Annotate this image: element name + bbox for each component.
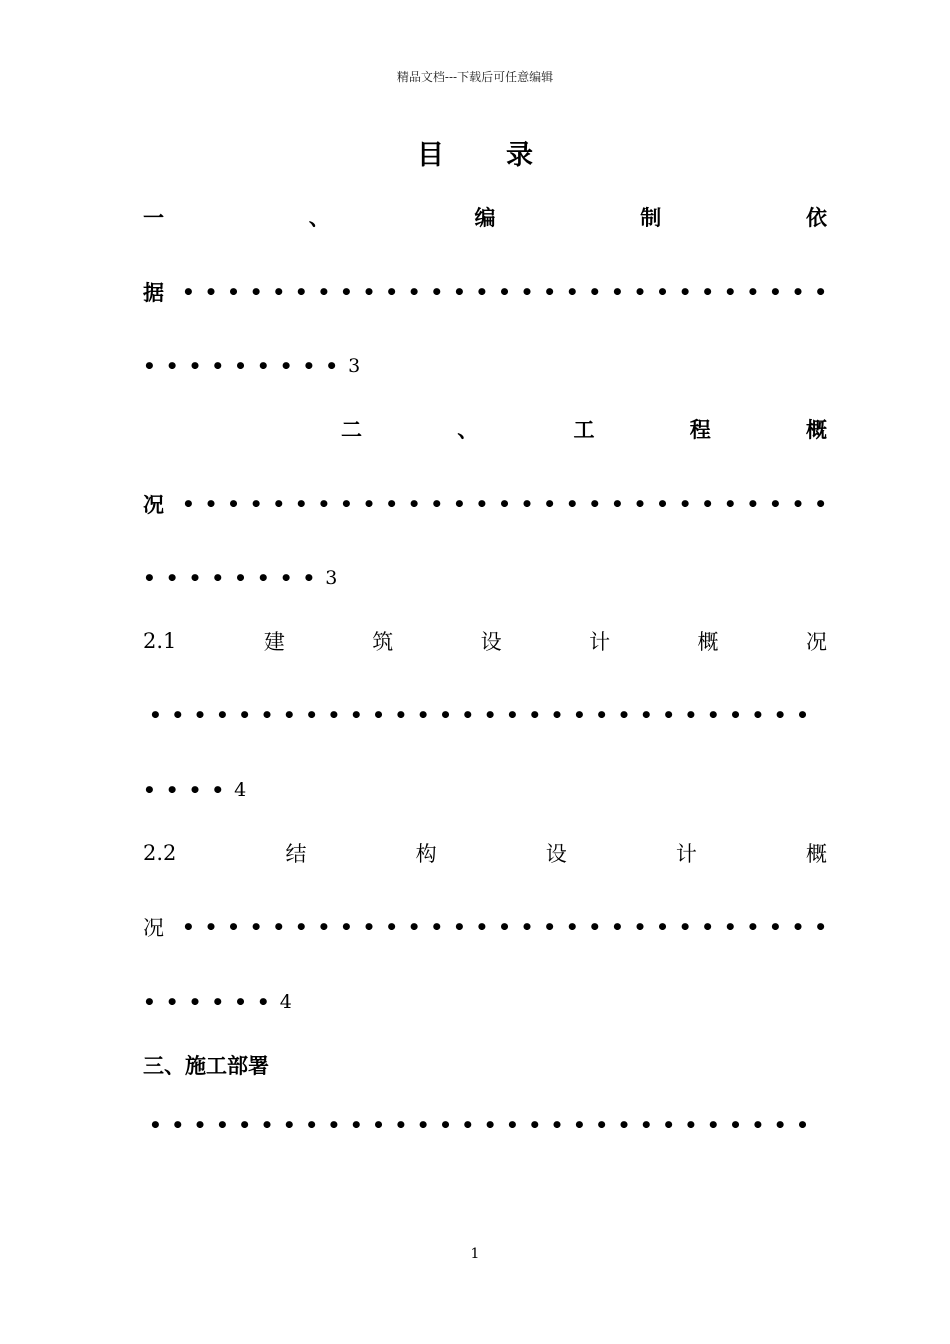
toc-item-2-2-line-3[interactable] <box>143 987 827 1017</box>
toc-item-1-line-1[interactable] <box>143 202 827 232</box>
dot-leader: • • • • • • • • • • • • • • • • • • • • • • • • • • • • • • <box>149 703 809 727</box>
toc-page-number: 4 <box>234 779 247 801</box>
toc-item-2-line-1[interactable] <box>341 414 827 444</box>
toc-item-label: 三、施工部署 <box>143 1053 269 1078</box>
toc-page-number: 4 <box>279 991 292 1013</box>
toc-char: 况 <box>805 630 827 654</box>
toc-item-2-2-line-1[interactable] <box>143 838 827 868</box>
toc-section-number: 2.2 <box>143 841 177 865</box>
toc-char: 编 <box>474 205 496 230</box>
toc-char: 计 <box>675 842 697 866</box>
toc-char: 况 <box>143 916 164 940</box>
toc-char: 据 <box>143 280 164 305</box>
toc-char: 设 <box>545 842 567 866</box>
toc-title-char-1: 目 <box>417 140 444 171</box>
toc-char: 二 <box>341 417 362 442</box>
toc-item-1-line-2[interactable] <box>143 277 827 307</box>
dot-leader: • • • • • • • • • • • • • • • • • • • • • • • • • • • • • <box>182 915 827 939</box>
toc-item-1-line-3[interactable] <box>143 351 827 381</box>
dot-leader: ••••••••• <box>143 354 349 378</box>
toc-char: 概 <box>805 842 827 866</box>
toc-char: 设 <box>480 630 502 654</box>
page-header: 精品文档---下载后可任意编辑 <box>396 70 554 84</box>
toc-char: 制 <box>640 205 662 230</box>
toc-char: 结 <box>285 842 307 866</box>
toc-page-number: 3 <box>348 355 361 377</box>
toc-page-number: 3 <box>325 567 338 589</box>
toc-section-number: 2.1 <box>143 629 177 653</box>
toc-title-char-2: 录 <box>506 140 533 171</box>
toc-char: 计 <box>589 630 611 654</box>
toc-char: 况 <box>143 492 164 517</box>
toc-item-2-1-line-1[interactable] <box>143 626 827 656</box>
toc-title <box>0 133 950 172</box>
toc-char: 概 <box>806 417 827 442</box>
toc-item-3-line-2[interactable] <box>143 1110 809 1140</box>
dot-leader: • • • • • • • • • • • • • • • • • • • • • • • • • • • • • • <box>149 1113 809 1137</box>
toc-char: 、 <box>457 417 479 442</box>
toc-char: 构 <box>415 842 437 866</box>
toc-item-3-line-1[interactable] <box>143 1050 827 1080</box>
toc-char: 工 <box>573 417 595 442</box>
toc-char: 建 <box>263 630 285 654</box>
toc-char: 一 <box>143 205 164 230</box>
toc-item-2-line-3[interactable] <box>143 563 827 593</box>
toc-char: 依 <box>806 205 827 230</box>
toc-item-2-1-line-2[interactable] <box>143 700 809 730</box>
dot-leader: •••••• <box>143 990 280 1014</box>
dot-leader: • • • • • • • • • • • • • • • • • • • • • • • • • • • • • <box>182 280 827 304</box>
toc-char: 概 <box>697 630 719 654</box>
dot-leader: • • • • • • • • • • • • • • • • • • • • • • • • • • • • • <box>182 492 827 516</box>
toc-char: 筑 <box>372 630 394 654</box>
toc-item-2-2-line-2[interactable] <box>143 912 827 942</box>
toc-char: 程 <box>689 417 711 442</box>
page-number-footer: 1 <box>470 1246 480 1262</box>
toc-char: 、 <box>308 205 330 230</box>
dot-leader: •••••••• <box>143 566 326 590</box>
toc-item-2-1-line-3[interactable] <box>143 775 827 805</box>
toc-item-2-line-2[interactable] <box>143 489 827 519</box>
dot-leader: •••• <box>143 778 235 802</box>
